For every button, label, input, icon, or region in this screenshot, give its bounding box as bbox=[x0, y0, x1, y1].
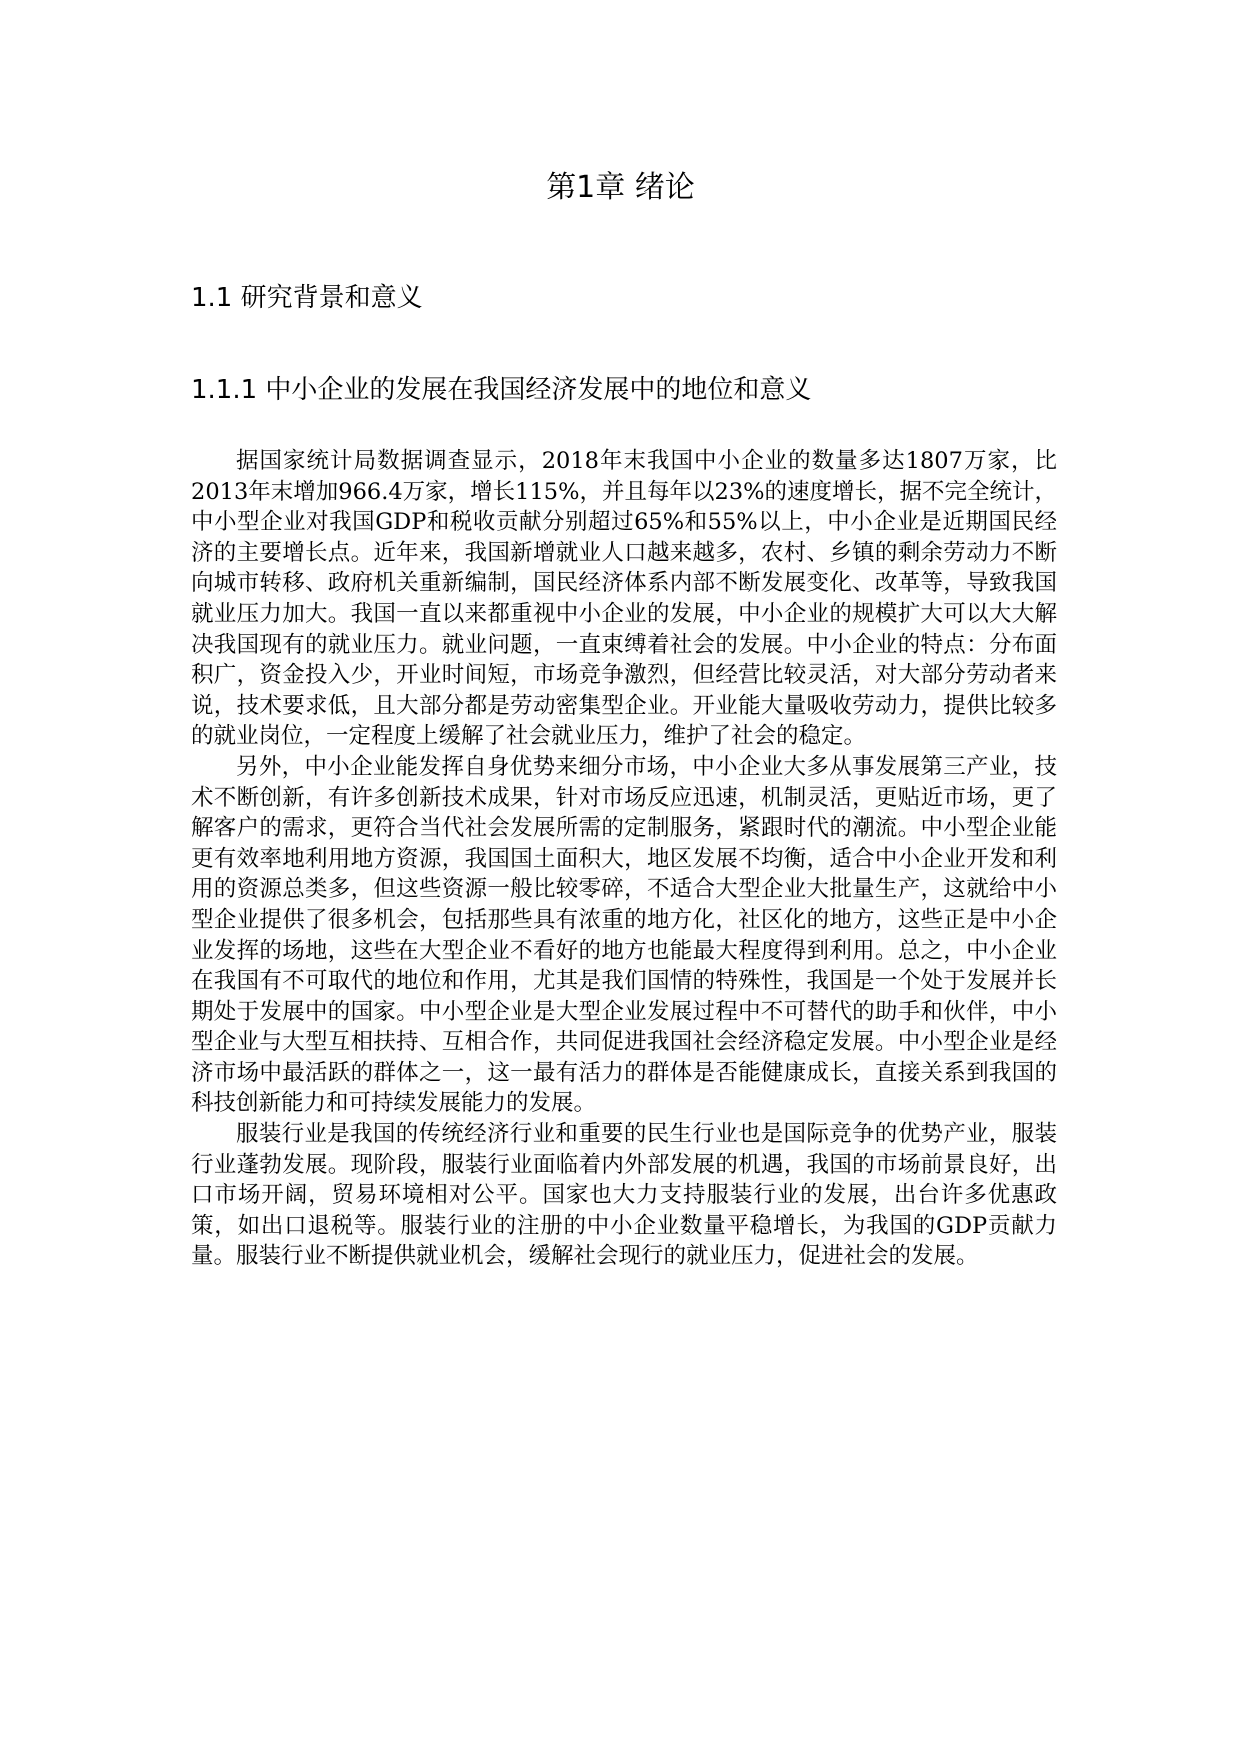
paragraph: 据国家统计局数据调查显示，2018年末我国中小企业的数量多达1807万家，比2013年末增加966.4万家，增长115%，并且每年以23%的速度增长，据不完全统计，中小型企业对我国GDP和税收贡献分别超过65%和55%以上，中小企业是近期国民经济的主要增长点。近年来，我国新增就业人口越来越多，农村、乡镇的剩余劳动力不断向城市转移、政府机关重新编制，国民经济体系内部不断发展变化、改革等，导致我国就业压力加大。我国一直以来都重视中小企业的发展，中小企业的规模扩大可以大大解决我国现有的就业压力。就业问题，一直束缚着社会的发展。中小企业的特点：分布面积广，资金投入少，开业时间短，市场竞争激烈，但经营比较灵活，对大部分劳动者来说，技术要求低，且大部分都是劳动密集型企业。开业能大量吸收劳动力，提供比较多的就业岗位，一定程度上缓解了社会就业压力，维护了社会的稳定。 bbox=[191, 448, 1058, 750]
section-title: 1.1 研究背景和意义 bbox=[191, 283, 423, 313]
paragraph: 服装行业是我国的传统经济行业和重要的民生行业也是国际竞争的优势产业，服装行业蓬勃发展。现阶段，服装行业面临着内外部发展的机遇，我国的市场前景良好，出口市场开阔，贸易环境相对公平。国家也大力支持服装行业的发展，出台许多优惠政策，如出口退税等。服装行业的注册的中小企业数量平稳增长，为我国的GDP贡献力量。服装行业不断提供就业机会，缓解社会现行的就业压力，促进社会的发展。 bbox=[191, 1121, 1057, 1270]
chapter-title: 第1章 绪论 bbox=[546, 170, 695, 205]
body-text bbox=[191, 446, 1057, 1272]
paragraph: 另外，中小企业能发挥自身优势来细分市场，中小企业大多从事发展第三产业，技术不断创新，有许多创新技术成果，针对市场反应迅速，机制灵活，更贴近市场，更了解客户的需求，更符合当代社会发展所需的定制服务，紧跟时代的潮流。中小型企业能更有效率地利用地方资源，我国国土面积大，地区发展不均衡，适合中小企业开发和利用的资源总类多，但这些资源一般比较零碎，不适合大型企业大批量生产，这就给中小型企业提供了很多机会，包括那些具有浓重的地方化，社区化的地方，这些正是中小企业发挥的场地，这些在大型企业不看好的地方也能最大程度得到利用。总之，中小企业在我国有不可取代的地位和作用，尤其是我们国情的特殊性，我国是一个处于发展并长期处于发展中的国家。中小型企业是大型企业发展过程中不可替代的助手和伙伴，中小型企业与大型互相扶持、互相合作，共同促进我国社会经济稳定发展。中小型企业是经济市场中最活跃的群体之一，这一最有活力的群体是否能健康成长，直接关系到我国的科技创新能力和可持续发展能力的发展。 bbox=[191, 753, 1057, 1117]
subsection-title: 1.1.1 中小企业的发展在我国经济发展中的地位和意义 bbox=[191, 375, 812, 405]
